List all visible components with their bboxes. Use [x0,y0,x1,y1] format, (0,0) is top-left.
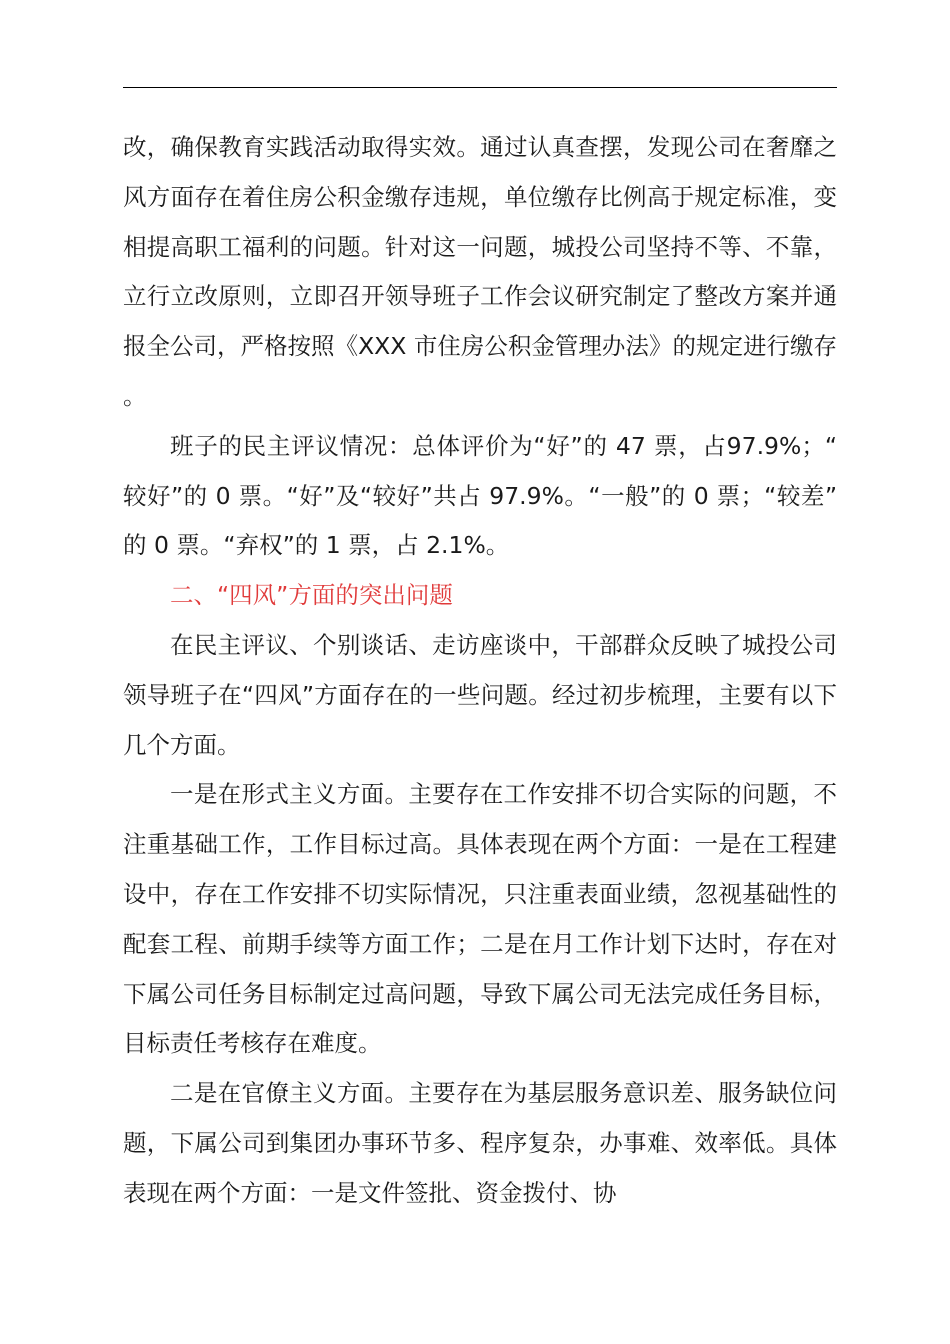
document-body [123,123,837,1219]
section-heading-four-winds: 二、“四风”方面的突出问题 [170,581,453,610]
paragraph-evaluation: 班子的民主评议情况：总体评价为“好”的 47 票，占97.9%；“较好”的 0 票。“好”及“较好”共占 97.9%。“一般”的 0 票；“较差”的 0 票。“弃权”的 1 票，占 2.1%。 [123,431,837,560]
paragraph-feedback: 在民主评议、个别谈话、走访座谈中，干部群众反映了城投公司领导班子在“四风”方面存在的一些问题。经过初步梳理，主要有以下几个方面。 [123,630,837,759]
paragraph-rectification: 改，确保教育实践活动取得实效。通过认真查摆，发现公司在奢靡之风方面存在着住房公积金缴存违规，单位缴存比例高于规定标准，变相提高职工福利的问题。针对这一问题，城投公司坚持不等、不靠，立行立改原则，立即召开领导班子工作会议研究制定了整改方案并通报全公司，严格按照《XXX 市住房公积金管理办法》的规定进行缴存。 [123,133,837,410]
paragraph-bureaucratism: 二是在官僚主义方面。主要存在为基层服务意识差、服务缺位问题，下属公司到集团办事环节多、程序复杂，办事难、效率低。具体表现在两个方面：一是文件签批、资金拨付、协 [123,1079,837,1207]
header-rule [123,87,837,88]
paragraph-formalism: 一是在形式主义方面。主要存在工作安排不切合实际的问题，不注重基础工作，工作目标过高。具体表现在两个方面：一是在工程建设中，存在工作安排不切实际情况，只注重表面业绩，忽视基础性的配套工程、前期手续等方面工作；二是在月工作计划下达时，存在对下属公司任务目标制定过高问题，导致下属公司无法完成任务目标，目标责任考核存在难度。 [123,780,837,1058]
